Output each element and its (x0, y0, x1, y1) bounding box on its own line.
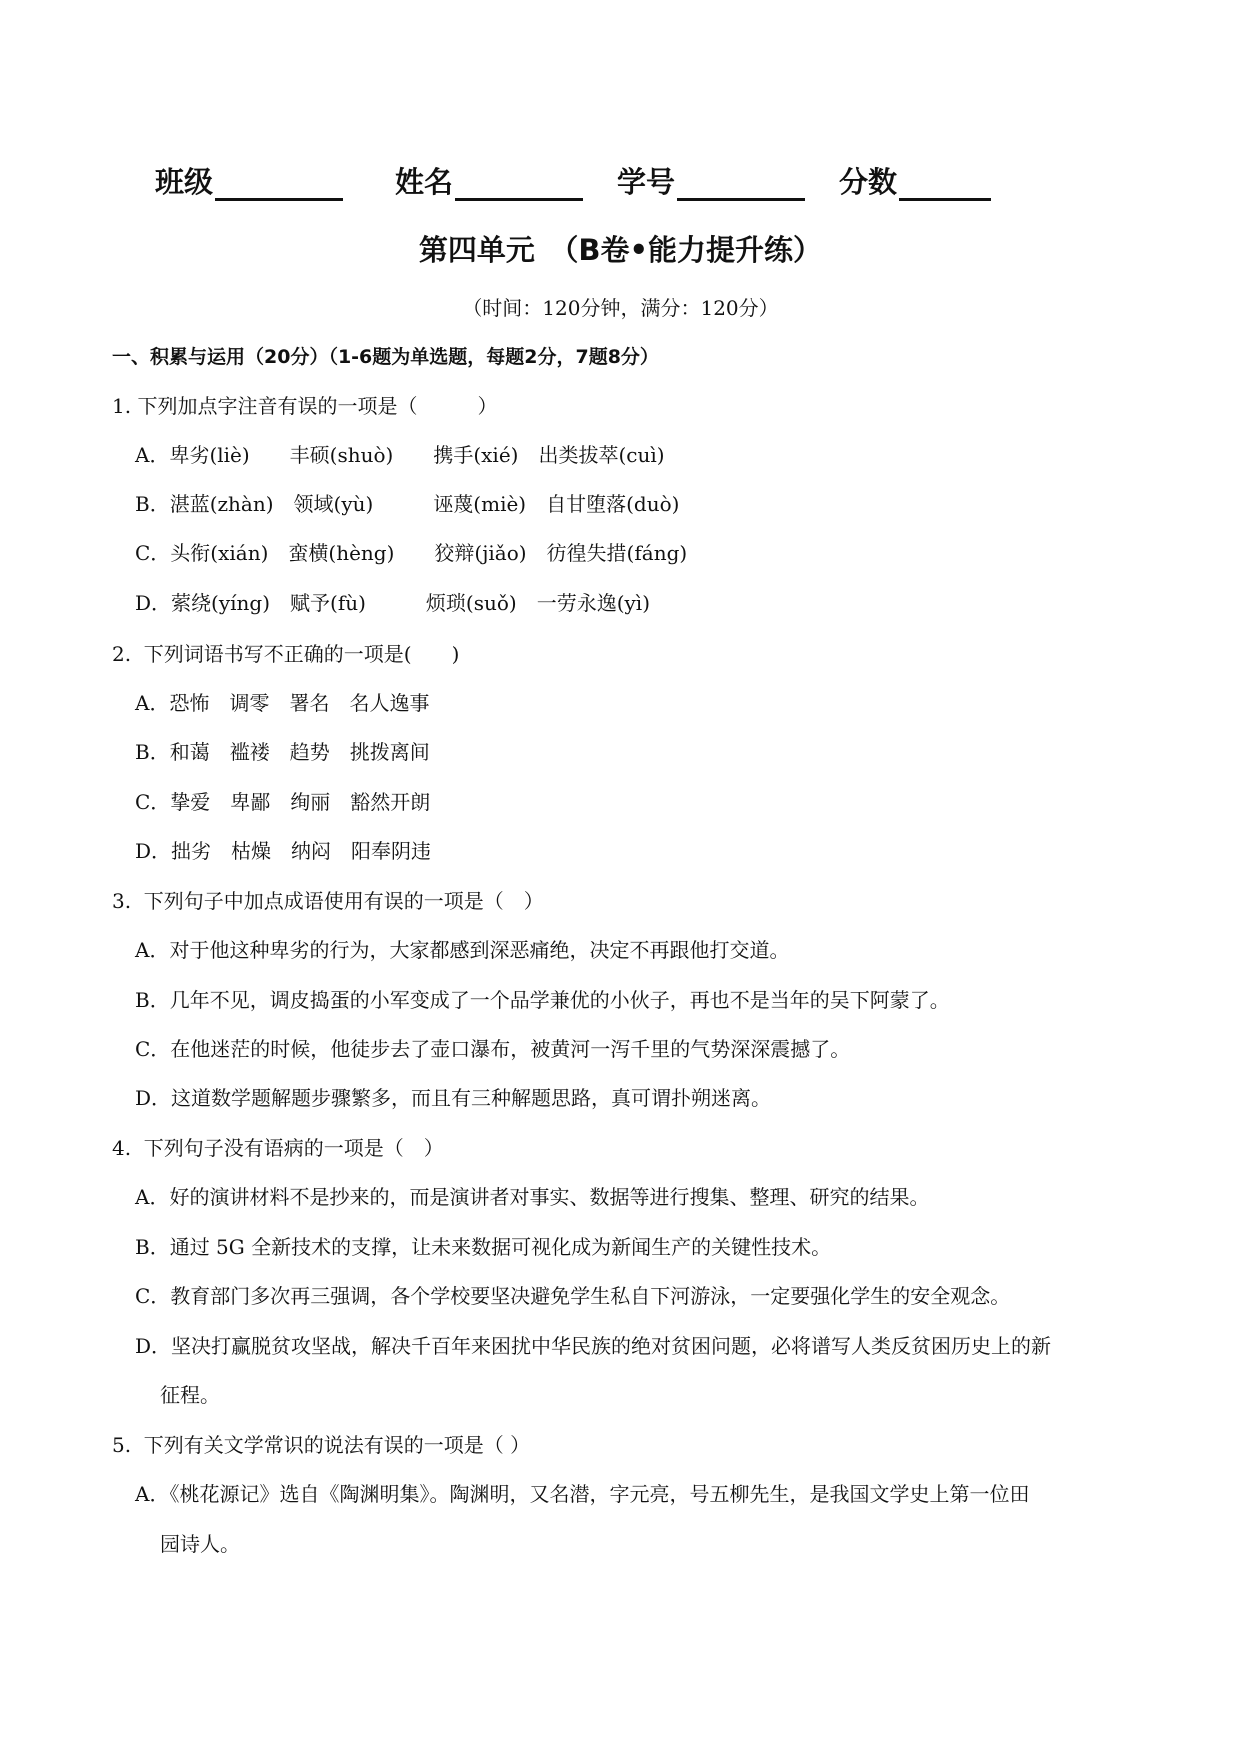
question-2-option-b: B．和蔼 褴褛 趋势 挑拨离间 (135, 740, 430, 764)
question-2-option-d: D．拙劣 枯燥 纳闷 阳奉阴违 (135, 839, 432, 863)
student-id-label: 学号 (617, 165, 676, 199)
class-field (155, 160, 395, 201)
name-blank[interactable] (455, 164, 583, 201)
question-5-stem: 5. 下列有关文学常识的说法有误的一项是（ ） (112, 1433, 531, 1457)
question-1-option-c: C．头衔(xián) 蛮横(hèng) 狡辩(jiǎo) 彷徨失措(fáng) (135, 541, 688, 565)
question-3-stem: 3. 下列句子中加点成语使用有误的一项是（ ） (112, 889, 544, 913)
name-label: 姓名 (395, 165, 454, 199)
question-3-option-d: D．这道数学题解题步骤繁多，而且有三种解题思路，真可谓扑朔迷离。 (135, 1086, 772, 1110)
question-4-option-c: C．教育部门多次再三强调，各个学校要坚决避免学生私自下河游泳，一定要强化学生的安全观念。 (135, 1284, 1011, 1308)
student-info-fields (155, 160, 1095, 201)
score-blank[interactable] (899, 164, 991, 201)
class-label: 班级 (155, 165, 214, 199)
question-4-option-b: B．通过 5G 全新技术的支撑，让未来数据可视化成为新闻生产的关键性技术。 (135, 1235, 832, 1259)
question-4-option-a: A．好的演讲材料不是抄来的，而是演讲者对事实、数据等进行搜集、整理、研究的结果。 (135, 1185, 930, 1209)
exam-time-score: （时间：120分钟，满分：120分） (462, 296, 779, 320)
question-4-option-d: D．坚决打赢脱贫攻坚战，解决千百年来困扰中华民族的绝对贫困问题，必将谱写人类反贫困历史上的新 (135, 1334, 1052, 1358)
question-1-option-d: D．萦绕(yíng) 赋予(fù) 烦琐(suǒ) 一劳永逸(yì) (135, 591, 650, 615)
page-title: 第四单元 （B卷•能力提升练） (418, 233, 823, 267)
question-1-stem: 1. 下列加点字注音有误的一项是（ ） (112, 394, 498, 418)
student-id-field (617, 160, 839, 201)
score-field (839, 160, 991, 201)
question-4-option-d-cont: 征程。 (160, 1383, 220, 1407)
question-3-option-b: B．几年不见，调皮捣蛋的小军变成了一个品学兼优的小伙子，再也不是当年的吴下阿蒙了。 (135, 988, 950, 1012)
name-field (395, 160, 617, 201)
question-5-option-a-cont: 园诗人。 (160, 1532, 240, 1556)
question-2-stem: 2. 下列词语书写不正确的一项是( ) (112, 642, 460, 666)
student-id-blank[interactable] (677, 164, 805, 201)
question-3-option-c: C．在他迷茫的时候，他徒步去了壶口瀑布，被黄河一泻千里的气势深深震撼了。 (135, 1037, 851, 1061)
question-4-stem: 4. 下列句子没有语病的一项是（ ） (112, 1136, 444, 1160)
class-blank[interactable] (215, 164, 343, 201)
question-2-option-c: C．挚爱 卑鄙 绚丽 豁然开朗 (135, 790, 431, 814)
question-1-option-b: B．湛蓝(zhàn) 领域(yù) 诬蔑(miè) 自甘堕落(duò) (135, 492, 680, 516)
question-5-option-a: A．《桃花源记》选自《陶渊明集》。陶渊明，又名潜，字元亮，号五柳先生，是我国文学史上第一位田 (135, 1482, 1030, 1506)
section-heading: 一、积累与运用（20分）（1-6题为单选题，每题2分，7题8分） (112, 346, 659, 368)
question-3-option-a: A．对于他这种卑劣的行为，大家都感到深恶痛绝，决定不再跟他打交道。 (135, 938, 790, 962)
question-2-option-a: A．恐怖 调零 署名 名人逸事 (135, 691, 430, 715)
question-1-option-a: A．卑劣(liè) 丰硕(shuò) 携手(xié) 出类拔萃(cuì) (135, 443, 665, 467)
score-label: 分数 (839, 165, 898, 199)
